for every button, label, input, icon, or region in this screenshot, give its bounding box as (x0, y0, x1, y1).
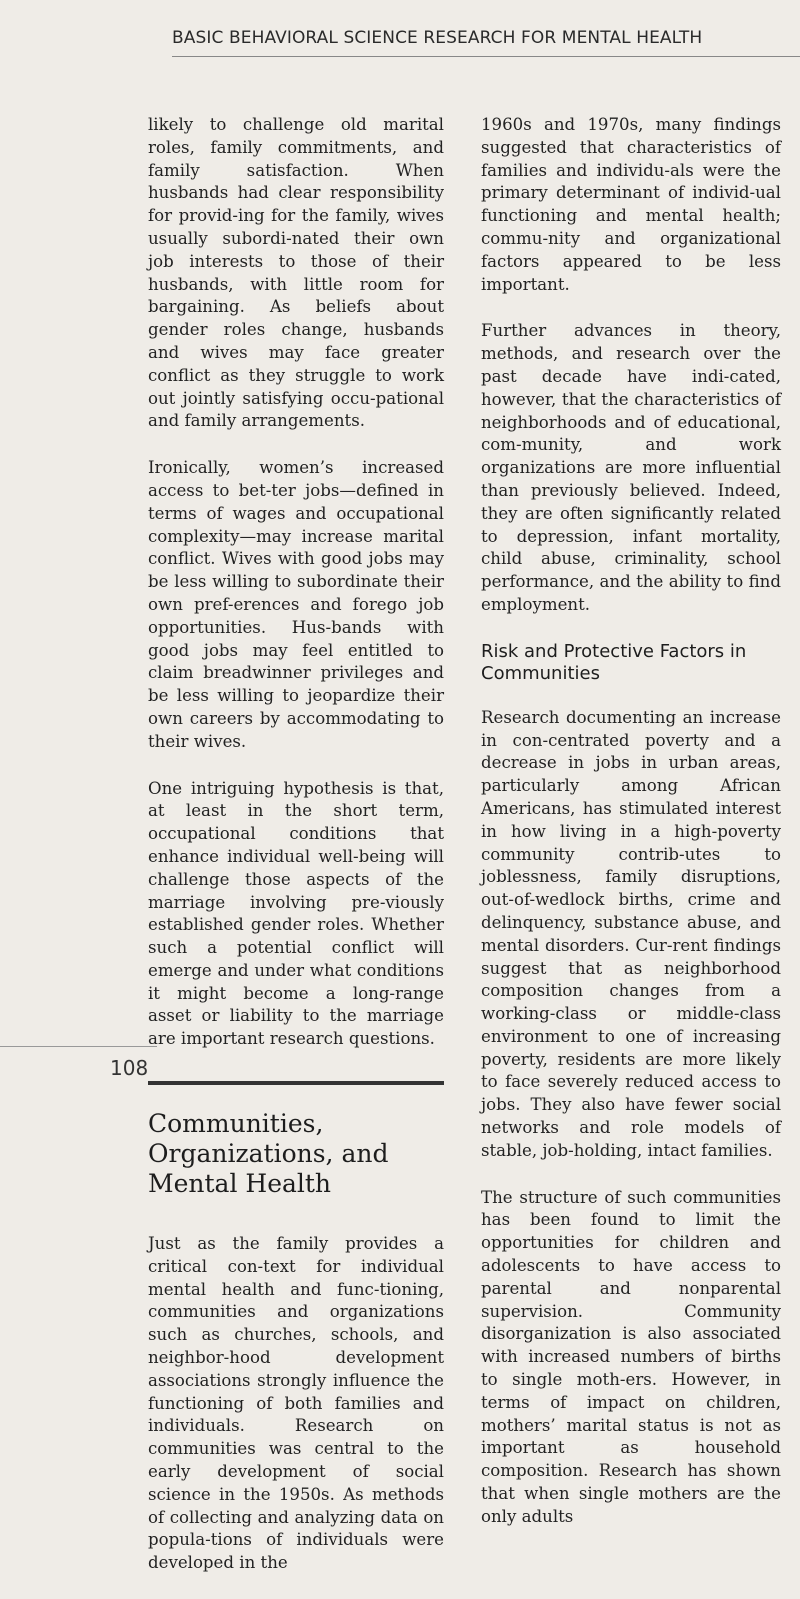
running-header: BASIC BEHAVIORAL SCIENCE RESEARCH FOR MENTAL HEALTH (172, 28, 703, 48)
body-paragraph: Just as the family provides a critical con-text for individual mental health and func-tioning, communities and organizations such as churches, schools, and neighbor-hood development associations strongly influence the functioning of both families and individuals. Research on communities was central to the early development of social science in the 1950s. As methods of collecting and analyzing data on popula-tions of individuals were developed in the (148, 1234, 444, 1573)
footer-rule (0, 1046, 157, 1047)
body-paragraph: Research documenting an increase in con-centrated poverty and a decrease in jobs in urban areas, particularly among African Americans, has stimulated interest in how living in a high-poverty community contrib-utes to joblessness, family disruptions, out-of-wedlock births, crime and delinquency, substance abuse, and mental disorders. Cur-rent findings suggest that as neighborhood composition changes from a working-class or middle-class environment to one of increasing poverty, residents are more likely to face severely reduced access to jobs. They also have fewer social networks and role models of stable, job-holding, intact families. (481, 707, 781, 1160)
body-paragraph: likely to challenge old marital roles, family commitments, and family satisfaction. When husbands had clear responsibility for provid-ing for the family, wives usually subordi-nated their own job interests to those of their husbands, with little room for bargaining. As beliefs about gender roles change, husbands and wives may face greater conflict as they struggle to work out jointly satisfying occu-pational and family arrangements. (148, 115, 444, 431)
body-paragraph: Further advances in theory, methods, and research over the past decade have indi-cated, however, that the characteristics of neighborhoods and of educational, com-munity, and work organizations are more influential than previously believed. Indeed, they are often significantly related to depression, infant mortality, child abuse, criminality, school performance, and the ability to find employment. (481, 321, 781, 614)
header-rule (172, 56, 800, 57)
section-divider (148, 1081, 444, 1085)
body-paragraph: One intriguing hypothesis is that, at least in the short term, occupational conditions that enhance individual well-being will challenge those aspects of the marriage involving pre-viously established gender roles. Whether such a potential conflict will emerge and under what conditions it might become a long-range asset or liability to the marriage are important research questions. (148, 778, 444, 1049)
right-column (481, 114, 781, 1553)
body-paragraph: Ironically, women’s increased access to bet-ter jobs—defined in terms of wages and occupational complexity—may increase marital conflict. Wives with good jobs may be less willing to subordinate their own pref-erences and forego job opportunities. Hus-bands with good jobs may feel entitled to claim breadwinner privileges and be less willing to jeopardize their own careers by accommodating to their wives. (148, 458, 444, 751)
body-paragraph: 1960s and 1970s, many findings suggested that characteristics of families and individu-als were the primary determinant of individ-ual functioning and mental health; commu-nity and organizational factors appeared to be less important. (481, 115, 781, 294)
subsection-heading: Risk and Protective Factors in Communities (481, 640, 747, 684)
page-number: 108 (110, 1056, 149, 1080)
body-paragraph: The structure of such communities has been found to limit the opportunities for children and adolescents to have access to parental and nonparental supervision. Community disorganization is also associated with increased numbers of births to single moth-ers. However, in terms of impact on children, mothers’ marital status is not as important as household composition. Research has shown that when single mothers are the only adults (481, 1187, 781, 1526)
section-title: Communities, Organizations, and Mental Health (148, 1109, 389, 1199)
left-column (148, 114, 444, 1599)
